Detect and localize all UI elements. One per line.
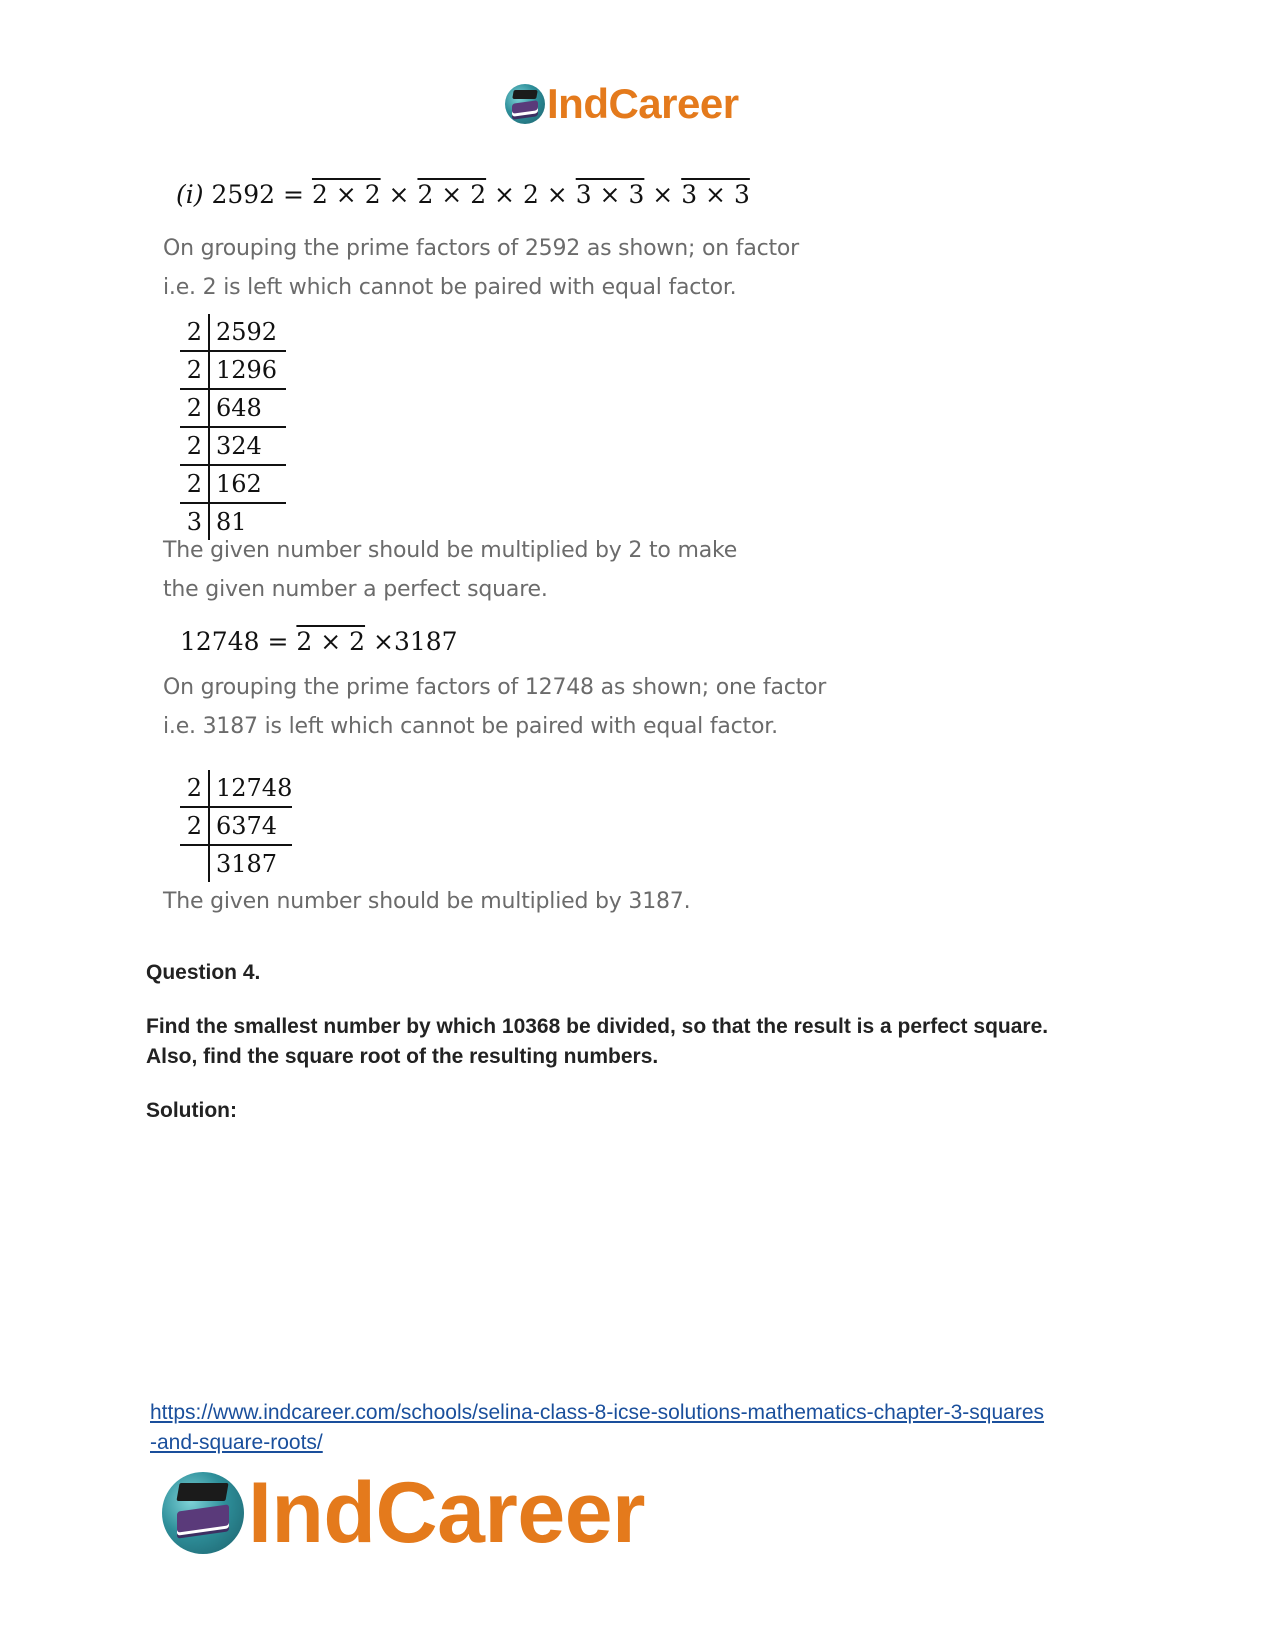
explanation-line-1: On grouping the prime factors of 2592 as shown; on factor [163, 236, 800, 261]
ladder-row [180, 465, 286, 503]
ladder-value: 162 [209, 465, 286, 503]
ladder-divisor: 2 [180, 351, 209, 389]
conclusion-line-3: The given number should be multiplied by 3187. [163, 889, 691, 914]
ladder-divisor [180, 845, 209, 882]
source-link[interactable] [150, 1398, 1044, 1458]
ladder-divisor: 3 [180, 503, 209, 540]
explanation-line-2: i.e. 2 is left which cannot be paired with equal factor. [163, 275, 737, 300]
ladder-row [180, 314, 286, 351]
times-sign: × [486, 180, 523, 209]
ladder-divisor: 2 [180, 389, 209, 427]
ladder-divisor: 2 [180, 314, 209, 351]
explanation-line-4: i.e. 3187 is left which cannot be paired with equal factor. [163, 714, 778, 739]
ladder-value: 3187 [216, 850, 278, 878]
ladder-divisor: 2 [180, 427, 209, 465]
ladder-value: 324 [209, 427, 286, 465]
explanation-line-3: On grouping the prime factors of 12748 as shown; one factor [163, 675, 827, 700]
ladder-divisor: 2 [180, 465, 209, 503]
source-link-line-2[interactable]: -and-square-roots/ [150, 1431, 323, 1454]
factor-groups [312, 180, 750, 209]
brand-name: IndCareer [547, 80, 739, 127]
ladder-value: 6374 [209, 807, 292, 845]
ladder-value: 1296 [209, 351, 286, 389]
globe-books-icon [505, 84, 545, 124]
division-ladder-2592 [180, 314, 286, 540]
times-sign: × [538, 180, 576, 209]
factor-group: 3 × 3 [681, 180, 750, 209]
solution-label: Solution: [146, 1099, 237, 1122]
equation-number: 2592 [211, 180, 276, 209]
factor-group: 2 [522, 180, 539, 209]
ladder-value: 648 [209, 389, 286, 427]
question-text-line-1: Find the smallest number by which 10368 be divided, so that the result is a perfect square. [146, 1015, 1049, 1038]
equation-2592 [176, 180, 750, 209]
conclusion-line-1: The given number should be multiplied by 2 to make [163, 538, 738, 563]
ladder-value: 81 [216, 508, 247, 536]
source-link-line-1[interactable]: https://www.indcareer.com/schools/selina-class-8-icse-solutions-mathematics-chapter-3-squares [150, 1401, 1045, 1424]
conclusion-line-2: the given number a perfect square. [163, 577, 548, 602]
factor-group: 3 × 3 [575, 180, 645, 209]
header-logo [505, 80, 739, 128]
question-text-line-2: Also, find the square root of the resulting numbers. [146, 1045, 659, 1068]
factor-group: 2 × 2 [417, 180, 487, 209]
times-sign: × [380, 180, 418, 209]
ladder-row [180, 427, 286, 465]
footer-logo [162, 1465, 645, 1561]
ladder-row [180, 503, 286, 540]
equation-number: 12748 [180, 627, 260, 656]
ladder-row [180, 845, 292, 882]
globe-books-icon [162, 1472, 244, 1554]
equals-sign: = [283, 180, 304, 209]
ladder-divisor: 2 [180, 770, 209, 807]
equals-sign: = [267, 627, 289, 656]
ladder-row [180, 770, 292, 807]
ladder-row [180, 351, 286, 389]
question-heading: Question 4. [146, 961, 261, 984]
ladder-divisor: 2 [180, 807, 209, 845]
division-ladder-12748 [180, 770, 292, 882]
ladder-row [180, 807, 292, 845]
times-sign: × [644, 180, 682, 209]
ladder-value: 12748 [209, 770, 292, 807]
part-label: (i) [176, 180, 204, 209]
equation-12748 [180, 627, 458, 656]
brand-name: IndCareer [248, 1465, 645, 1561]
factor-group: 2 × 2 [311, 180, 381, 209]
remaining-factor: ×3187 [373, 627, 458, 656]
ladder-row [180, 389, 286, 427]
ladder-value: 2592 [209, 314, 286, 351]
paired-group: 2 × 2 [296, 627, 366, 656]
